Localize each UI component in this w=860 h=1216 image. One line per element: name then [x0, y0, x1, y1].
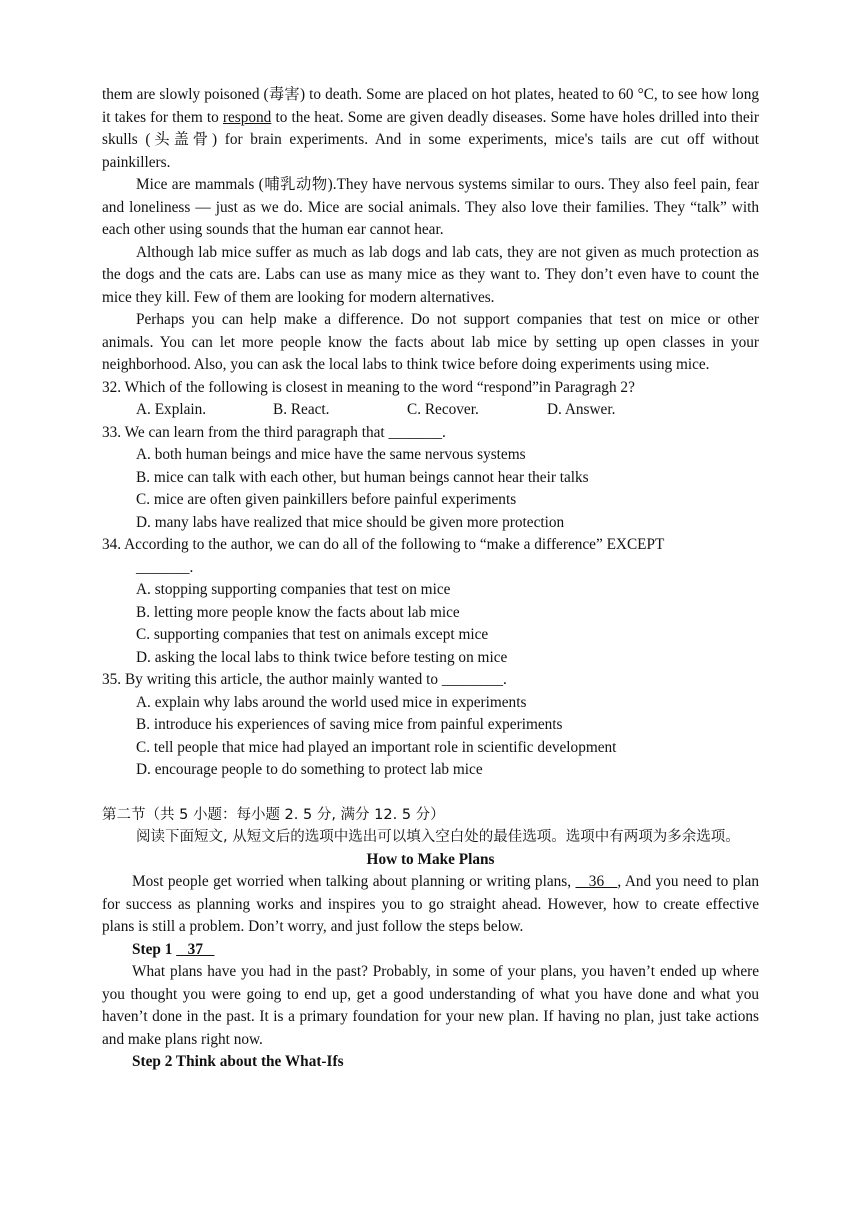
- question-34-option-c: C. supporting companies that test on animals except mice: [136, 626, 489, 643]
- document-page: [102, 84, 759, 1074]
- step-2-heading: Step 2 Think about the What-Ifs: [132, 1053, 344, 1070]
- question-34-option-a: A. stopping supporting companies that test on mice: [136, 581, 451, 598]
- question-32-stem: 32. Which of the following is closest in meaning to the word “respond”in Paragragh 2?: [102, 378, 635, 396]
- question-35-option-d: D. encourage people to do something to protect lab mice: [136, 761, 483, 778]
- question-34-stem: 34. According to the author, we can do all of the following to “make a difference” EXCEPT: [102, 536, 665, 553]
- question-34-option-d: D. asking the local labs to think twice before testing on mice: [136, 648, 508, 666]
- passage-paragraph-4: Perhaps you can help make a difference. Do not support companies that test on mice or other animals. You can let more people know the facts about lab mice by setting up open classes in your neighborhood. Also, you can ask the local labs to think twice before doing experiments using mice.: [102, 311, 759, 373]
- question-34-option-b: B. letting more people know the facts about lab mice: [136, 603, 460, 621]
- step-1-heading: Step 1 37: [132, 940, 215, 958]
- question-33-option-a: A. both human beings and mice have the same nervous systems: [136, 446, 526, 463]
- question-32-option-c: C. Recover.: [407, 401, 479, 418]
- passage-paragraph-3: Although lab mice suffer as much as lab dogs and lab cats, they are not given as much protection as the dogs and the cats are. Labs can use as many mice as they want to. They don’t even have to count the mice they kill. Few of them are looking for modern alternatives.: [102, 243, 759, 306]
- question-35-option-a: A. explain why labs around the world used mice in experiments: [136, 693, 527, 711]
- article-title: How to Make Plans: [366, 850, 495, 868]
- question-32-options: [102, 399, 759, 422]
- question-32-option-d: D. Answer.: [547, 401, 616, 418]
- question-35-option-b: B. introduce his experiences of saving mice from painful experiments: [136, 716, 563, 733]
- question-35-stem: 35. By writing this article, the author mainly wanted to ________.: [102, 671, 507, 688]
- spacer: [102, 782, 759, 804]
- article-paragraph-2: What plans have you had in the past? Probably, in some of your plans, you haven’t ended up where you thought you were going to end up, get a good understanding of what you have done and what you haven’t done in the past. It is a primary foundation for your new plan. If having no plan, just take actions and make plans right now.: [102, 963, 759, 1048]
- passage-paragraph-2: Mice are mammals (哺乳动物).They have nervous systems similar to ours. They also feel pain, fear and loneliness — just as we do. Mice are social animals. They also love their families. They “talk” with each other using sounds that the human ear cannot hear.: [102, 176, 759, 238]
- question-33-option-c: C. mice are often given painkillers before painful experiments: [136, 491, 517, 508]
- question-33-option-b: B. mice can talk with each other, but human beings cannot hear their talks: [136, 468, 589, 486]
- blank-36[interactable]: 36: [575, 873, 618, 890]
- question-34-stem-continuation: _______.: [136, 558, 194, 576]
- section-2-heading: 第二节（共 5 小题：每小题 2. 5 分, 满分 12. 5 分）: [102, 806, 445, 823]
- blank-37[interactable]: 37: [176, 940, 215, 958]
- section-2-instructions: 阅读下面短文, 从短文后的选项中选出可以填入空白处的最佳选项。选项中有两项为多余选项。: [136, 829, 740, 845]
- question-32-option-b: B. React.: [273, 401, 330, 418]
- question-33-option-d: D. many labs have realized that mice should be given more protection: [136, 513, 565, 531]
- underlined-word-respond: respond: [222, 108, 272, 126]
- article-paragraph-1: Most people get worried when talking about planning or writing plans, 36 , And you need to plan for success as planning works and inspires you to go straight ahead. However, how to create effective plans is still a problem. Don’t worry, and just follow the steps below.: [102, 873, 759, 935]
- passage-paragraph-1: them are slowly poisoned (毒害) to death. Some are placed on hot plates, heated to 60 °C, to see how long it takes for them to respond to the heat. Some are given deadly diseases. Some have holes drilled into their skulls (头盖骨) for brain experiments. And in some experiments, mice's tails are cut off without painkillers.: [102, 86, 759, 171]
- question-33-stem: 33. We can learn from the third paragraph that _______.: [102, 423, 446, 441]
- question-35-option-c: C. tell people that mice had played an important role in scientific development: [136, 738, 617, 756]
- question-32-option-a: A. Explain.: [136, 401, 207, 418]
